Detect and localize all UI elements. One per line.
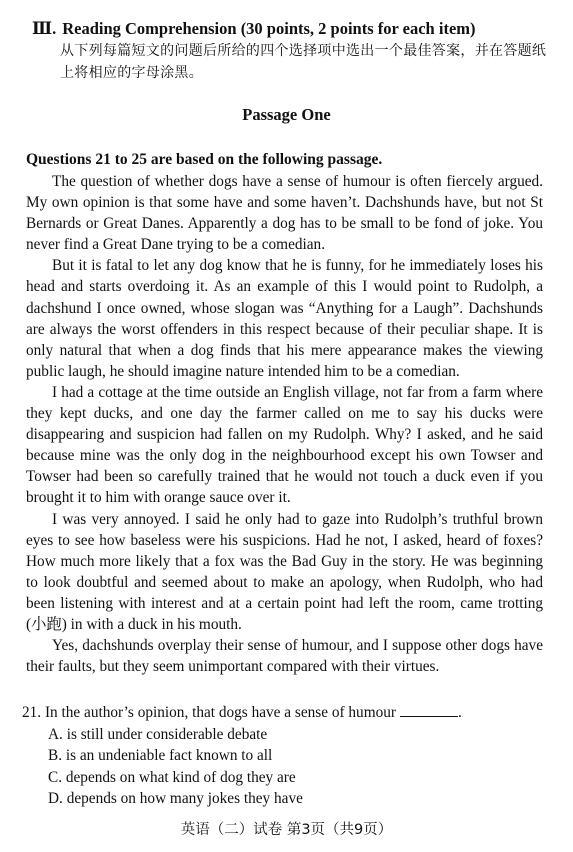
section-title-text: Reading Comprehension (30 points, 2 points for each item) bbox=[62, 19, 476, 38]
question-stem-text: 21. In the author’s opinion, that dogs have a sense of humour bbox=[22, 704, 396, 721]
option-b: B. is an undeniable fact known to all bbox=[48, 747, 273, 764]
question-stem-end: . bbox=[458, 704, 462, 721]
passage-title: Passage One bbox=[242, 105, 331, 124]
questions-intro: Questions 21 to 25 are based on the following passage. bbox=[26, 151, 383, 168]
section-number: Ⅲ. bbox=[32, 19, 57, 38]
section-title bbox=[32, 18, 552, 40]
passage-paragraph: I was very annoyed. I said he only had to gaze into Rudolph’s truthful brown eyes to see how baseless were his suspicions. Had he not, I asked, heard of foxes? How much more likely that a fox was the Bad Guy in the story. He was beginning to look doubtful and seemed about to make an apology, when Rudolph, who had been listening with interest and at a certain point had left the room, came trotting (小跑) in with a duck in his mouth. bbox=[26, 510, 543, 633]
option-c: C. depends on what kind of dog they are bbox=[48, 768, 296, 786]
passage-paragraph: I had a cottage at the time outside an English village, not far from a farm where they kept ducks, and one day the farmer called on me to say his ducks were disappearing and suspicion had fallen on my Rudolph. Why? I asked, and he said because mine was the only dog in the neighbourhood except his own Towser and Towser had been so carefully trained that he would not touch a duck even if you brought it to him with orange sauce over it. bbox=[26, 383, 543, 507]
page-footer: 英语（二）试卷 第3页（共9页） bbox=[180, 822, 393, 838]
passage-paragraph: The question of whether dogs have a sense of humour is often fiercely argued. My own opinion is that some have and some haven’t. Dachshunds have, but not St Bernards or Great Danes. Apparently a dog has to be small to be fond of joke. You never find a Great Dane trying to be a comedian. bbox=[26, 173, 543, 254]
passage-paragraph: Yes, dachshunds overplay their sense of humour, and I suppose other dogs have their faults, but they seem unimportant compared with their virtues. bbox=[26, 637, 543, 676]
passage-body bbox=[26, 171, 543, 677]
section-header bbox=[32, 18, 552, 84]
option-a: A. is still under considerable debate bbox=[48, 725, 268, 743]
section-instruction: 从下列每篇短文的问题后所给的四个选择项中选出一个最佳答案，并在答题纸上将相应的字母涂黑。 bbox=[60, 43, 547, 81]
option-d: D. depends on how many jokes they have bbox=[48, 790, 303, 807]
answer-blank bbox=[400, 702, 458, 717]
question-21 bbox=[22, 702, 542, 810]
passage-paragraph: But it is fatal to let any dog know that he is funny, for he immediately loses his head and starts overdoing it. As an example of this I would point to Rudolph, a dachshund I once owned, whose slogan was “Anything for a Laugh”. Dachshunds are always the worst offenders in this respect because of their peculiar shape. It is only natural that when a dog finds that his mere appearance makes the viewing public laugh, he should imagine nature intended him to be a comedian. bbox=[26, 257, 543, 380]
question-stem bbox=[22, 702, 542, 724]
